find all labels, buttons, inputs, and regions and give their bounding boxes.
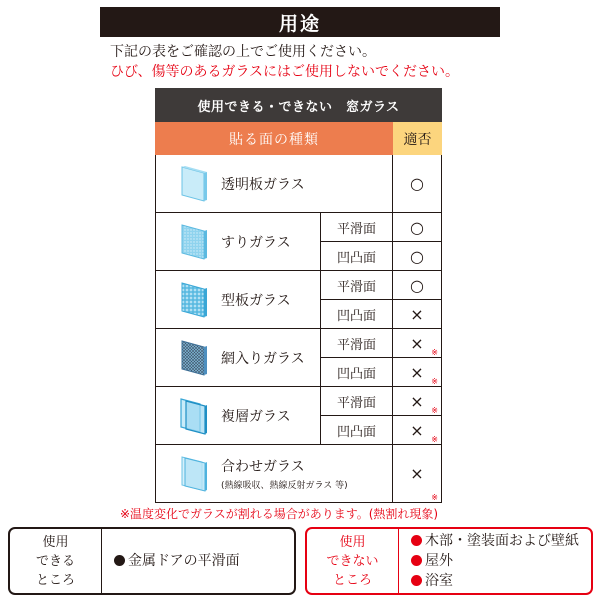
suitability-mark xyxy=(393,387,441,415)
bullet-icon xyxy=(411,535,422,546)
mark-symbol: × xyxy=(410,362,424,382)
laminated-glass-icon xyxy=(178,455,208,493)
suitability-cell xyxy=(393,387,441,444)
glass-type-name: 透明板ガラス xyxy=(221,176,305,193)
suitability-mark xyxy=(393,299,441,328)
table-row xyxy=(156,386,441,444)
surface-subtype: 凹凸面 xyxy=(321,299,392,328)
surface-subtype: 平滑面 xyxy=(336,395,376,411)
mark-symbol: × xyxy=(410,464,424,483)
surface-subtype: 平滑面 xyxy=(336,337,376,353)
surface-subtype: 凹凸面 xyxy=(321,357,392,386)
label-line: ところ xyxy=(332,572,372,588)
usable-places-label xyxy=(10,529,102,593)
intro-text xyxy=(110,42,459,82)
column-header-row xyxy=(155,122,442,155)
glass-type-examples: (熱線吸収、熱線反射ガラス 等) xyxy=(221,481,348,491)
surface-subtype: 平滑面 xyxy=(336,279,376,295)
suitability-mark xyxy=(393,415,441,444)
table-row xyxy=(156,270,441,328)
wired-glass-icon xyxy=(178,339,208,377)
suitability-mark xyxy=(393,241,441,270)
label-line: ところ xyxy=(35,572,75,588)
bullet-icon xyxy=(411,555,422,566)
surface-subtype: 凹凸面 xyxy=(321,415,392,444)
usable-places-list xyxy=(102,529,294,593)
table-heading: 使用できる・できない 窓ガラス xyxy=(155,88,442,122)
mark-symbol: ○ xyxy=(410,275,424,295)
glass-type-cell xyxy=(156,387,321,444)
suitability-cell xyxy=(393,155,441,212)
unusable-places-box xyxy=(305,527,593,595)
mark-symbol: × xyxy=(410,391,424,411)
list-item-text: 屋外 xyxy=(425,553,453,569)
table-body xyxy=(155,155,442,503)
surface-subtype: 平滑面 xyxy=(336,221,376,237)
label-line: できる xyxy=(35,553,75,569)
table-row xyxy=(156,328,441,386)
mark-symbol: × xyxy=(410,333,424,353)
glass-type-name: 網入りガラス xyxy=(221,350,305,367)
patterned-glass-icon xyxy=(178,281,208,319)
suitability-mark xyxy=(393,213,441,241)
clear-glass-icon xyxy=(178,165,208,203)
mark-symbol: ○ xyxy=(410,246,424,266)
unusable-places-list xyxy=(399,529,591,593)
mark-symbol: ○ xyxy=(410,217,424,237)
glass-type-cell xyxy=(156,155,393,212)
surface-subtype: 凹凸面 xyxy=(321,241,392,270)
suitability-cell xyxy=(393,445,441,502)
footnote-marker: ※ xyxy=(431,377,438,386)
list-item xyxy=(114,551,294,571)
table-row xyxy=(156,155,441,212)
intro-line-confirm: 下記の表をご確認の上でご使用ください。 xyxy=(110,44,376,60)
intro-line-warning: ひび、傷等のあるガラスにはご使用しないでください。 xyxy=(110,64,460,80)
list-item xyxy=(411,571,591,591)
glass-type-cell xyxy=(156,445,393,502)
section-title: 用途 xyxy=(100,7,500,37)
glass-type-cell xyxy=(156,213,321,270)
suitability-mark xyxy=(393,445,441,502)
table-row xyxy=(156,444,441,502)
column-header-surface-type: 貼る面の種類 xyxy=(155,122,393,155)
column-header-suitability: 適否 xyxy=(393,122,442,155)
footnote-marker: ※ xyxy=(431,406,438,415)
label-line: 使用 xyxy=(42,534,69,550)
bullet-icon xyxy=(411,575,422,586)
glass-type-name: 型板ガラス xyxy=(221,292,291,309)
mark-symbol: × xyxy=(410,420,424,440)
suitability-cell xyxy=(393,213,441,270)
surface-subtypes xyxy=(321,387,393,444)
usable-places-box xyxy=(8,527,296,595)
glass-type-name xyxy=(221,456,348,491)
frosted-glass-icon xyxy=(178,223,208,261)
mark-symbol: × xyxy=(410,304,424,324)
glass-usage-table xyxy=(155,88,442,503)
glass-type-cell xyxy=(156,329,321,386)
heat-crack-footnote: ※温度変化でガラスが割れる場合があります。(熱割れ現象) xyxy=(120,507,439,521)
surface-subtypes xyxy=(321,271,393,328)
list-item xyxy=(411,551,591,571)
bullet-icon xyxy=(114,555,125,566)
footnote-marker: ※ xyxy=(431,435,438,444)
footnote-marker: ※ xyxy=(431,493,438,502)
list-item-text: 木部・塗装面および壁紙 xyxy=(425,533,579,549)
label-line: 使用 xyxy=(339,534,366,550)
double-glazed-glass-icon xyxy=(178,397,208,435)
unusable-places-label xyxy=(307,529,399,593)
glass-type-cell xyxy=(156,271,321,328)
footnote-marker: ※ xyxy=(431,348,438,357)
label-line: できない xyxy=(326,553,379,569)
table-row xyxy=(156,212,441,270)
glass-type-title: 合わせガラス xyxy=(221,459,305,475)
list-item xyxy=(411,531,591,551)
suitability-mark xyxy=(393,329,441,357)
glass-type-name: 複層ガラス xyxy=(221,408,291,425)
suitability-cell xyxy=(393,271,441,328)
suitability-mark xyxy=(393,357,441,386)
surface-subtypes xyxy=(321,329,393,386)
suitability-mark xyxy=(393,271,441,299)
suitability-mark: ○ xyxy=(410,174,424,193)
suitability-cell xyxy=(393,329,441,386)
list-item-text: 金属ドアの平滑面 xyxy=(128,553,240,569)
list-item-text: 浴室 xyxy=(425,573,453,589)
glass-type-name: すりガラス xyxy=(221,234,291,251)
surface-subtypes xyxy=(321,213,393,270)
